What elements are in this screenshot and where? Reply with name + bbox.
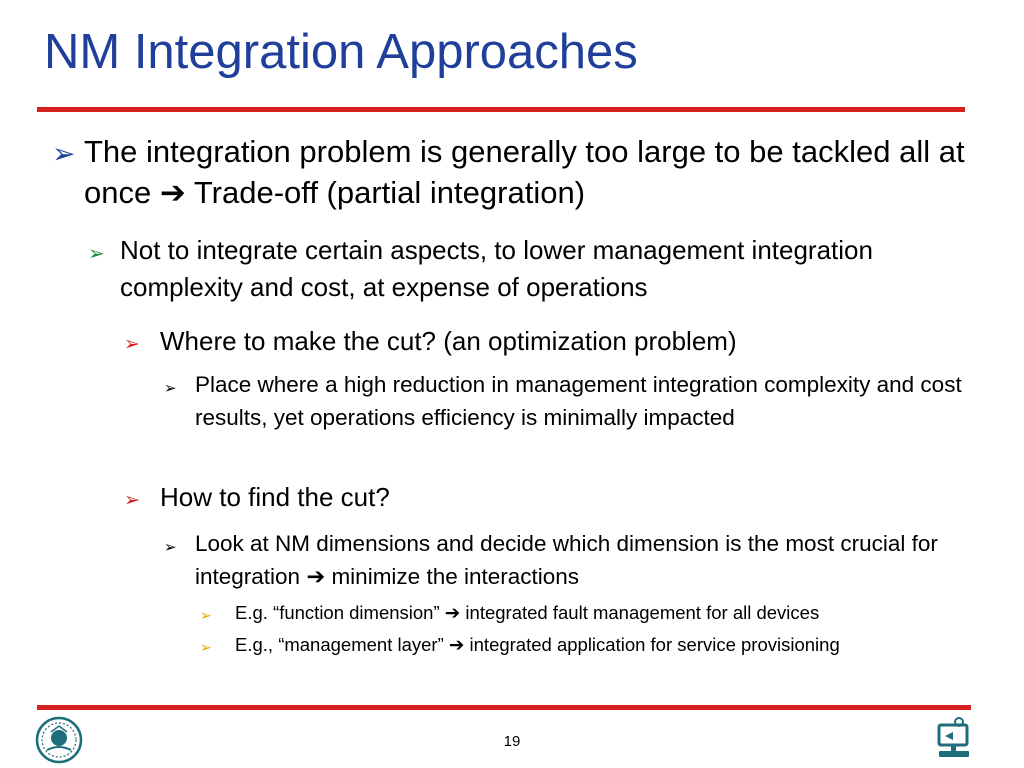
- right-arrow-icon: ➔: [448, 635, 465, 656]
- bullet-text: Place where a high reduction in management integration complexity and cost results, yet operations efficiency is minimally impacted: [195, 372, 962, 430]
- right-arrow-icon: ➔: [444, 603, 461, 624]
- bullet-level1: [52, 131, 1007, 214]
- bullet-arrow-icon: ➢: [164, 380, 177, 397]
- bullet-arrow-icon: ➢: [124, 334, 140, 355]
- bullet-level4: [164, 368, 1024, 434]
- bullet-arrow-icon: ➢: [88, 243, 105, 265]
- title-divider: [37, 107, 965, 112]
- bullet-level3: [124, 481, 1014, 514]
- right-arrow-icon: ➔: [159, 175, 186, 211]
- computer-department-logo: [933, 716, 975, 762]
- bullet-level5: [200, 633, 1000, 658]
- page-number: 19: [503, 733, 521, 750]
- bullet-arrow-icon: ➢: [164, 539, 177, 556]
- slide-title: NM Integration Approaches: [44, 25, 638, 79]
- bullet-text: How to find the cut?: [160, 482, 390, 512]
- bullet-text: E.g., “management layer” ➔ integrated application for service provisioning: [235, 634, 840, 656]
- footer-divider: [37, 705, 971, 710]
- bullet-arrow-icon: ➢: [200, 607, 212, 623]
- bullet-text: Where to make the cut? (an optimization problem): [160, 326, 737, 356]
- bullet-level4: [164, 527, 1024, 594]
- bullet-arrow-icon: ➢: [200, 639, 212, 655]
- bullet-text: The integration problem is generally too large to be tackled all at once ➔ Trade-off (partial integration): [84, 134, 965, 211]
- bullet-text: E.g. “function dimension” ➔ integrated fault management for all devices: [235, 602, 820, 624]
- bullet-level2: [88, 232, 998, 306]
- bullet-level3: [124, 325, 1014, 358]
- bullet-arrow-icon: ➢: [52, 138, 76, 169]
- bullet-text: Not to integrate certain aspects, to lower management integration complexity and cost, at expense of operations: [120, 235, 873, 302]
- bullet-text: Look at NM dimensions and decide which dimension is the most crucial for integration ➔ minimize the interactions: [195, 531, 938, 590]
- bullet-level5: [200, 601, 1000, 626]
- bullet-arrow-icon: ➢: [124, 490, 140, 511]
- right-arrow-icon: ➔: [306, 564, 326, 590]
